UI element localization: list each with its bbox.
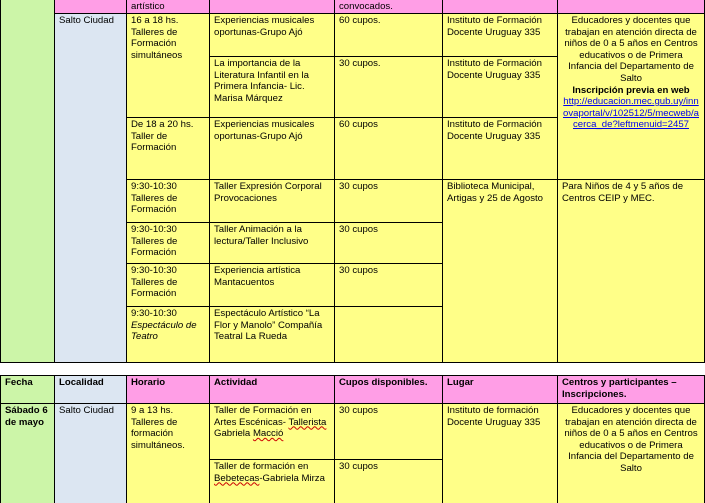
cupos-cell (335, 307, 443, 363)
centros-cell: Para Niños de 4 y 5 años de Centros CEIP y MEC. (558, 180, 705, 363)
actividad-cell: Experiencias musicales oportunas-Grupo Ajó (210, 14, 335, 57)
actividad-cell: Taller Expresión Corporal Provocaciones (210, 180, 335, 223)
lugar-header: Lugar (443, 376, 558, 404)
centros-cell (558, 14, 705, 180)
horario-header-continuation: artístico (127, 0, 210, 14)
cupos-header: Cupos disponibles. (335, 376, 443, 404)
horario-cell: 16 a 18 hs. Talleres de Formación simultáneos (127, 14, 210, 118)
horario-cell: 9:30-10:30 Talleres de Formación (127, 180, 210, 223)
cupos-cell: 30 cupos (335, 180, 443, 223)
horario-header: Horario (127, 376, 210, 404)
actividad-header-continuation (210, 0, 335, 14)
localidad-header-continuation (55, 0, 127, 14)
cupos-cell: 30 cupos. (335, 57, 443, 118)
lugar-cell: Instituto de Formación Docente Uruguay 335 (443, 57, 558, 118)
localidad-text: Salto Ciudad (59, 15, 114, 26)
lugar-cell: Instituto de Formación Docente Uruguay 335 (443, 118, 558, 180)
cupos-header-continuation: convocados. (335, 0, 443, 14)
horario-cell: 9:30-10:30 Talleres de Formación (127, 223, 210, 264)
actividad-cell: Taller de formación en Bebetecas-Gabriela Mirza (210, 460, 335, 503)
actividad-cell: Experiencia artística Mantacuentos (210, 264, 335, 307)
cupos-cell: 30 cupos (335, 264, 443, 307)
actividad-cell: La importancia de la Literatura Infantil en la Primera Infancia- Lic. Marisa Márquez (210, 57, 335, 118)
actividad-cell: Experiencias musicales oportunas-Grupo Ajó (210, 118, 335, 180)
localidad-cell: Salto Ciudad (55, 404, 127, 503)
actividad-cell: Taller de Formación en Artes Escénicas- Tallerista Gabriela Macció (210, 404, 335, 460)
lugar-header-continuation (443, 0, 558, 14)
cupos-cell: 60 cupos. (335, 14, 443, 57)
localidad-header: Localidad (55, 376, 127, 404)
cupos-cell: 30 cupos (335, 404, 443, 460)
cupos-cell: 30 cupos (335, 460, 443, 503)
actividad-cell: Espectáculo Artístico “La Flor y Manolo” Compañía Teatral La Rueda (210, 307, 335, 363)
centros-cell: Educadores y docentes que trabajan en atención directa de niños de 0 a 5 años en Centros educativos o de Primera Infancia del Departamento de Salto (558, 404, 705, 503)
inscripcion-label: Inscripción previa en web (572, 84, 690, 96)
inscripcion-link[interactable]: http://educacion.mec.gub.uy/innovaportal/v/102512/5/mecweb/acerca_de?leftmenuid=2457 (563, 96, 699, 131)
actividad-cell: Taller Animación a la lectura/Taller Inclusivo (210, 223, 335, 264)
horario-cell: 9 a 13 hs. Talleres de formación simultáneos. (127, 404, 210, 503)
horario-cell: 9:30-10:30 Espectáculo de Teatro (127, 307, 210, 363)
horario-cell: 9:30-10:30 Talleres de Formación (127, 264, 210, 307)
cupos-cell: 30 cupos (335, 223, 443, 264)
centros-header-continuation (558, 0, 705, 14)
horario-cell: De 18 a 20 hs. Taller de Formación (127, 118, 210, 180)
centros-text: Educadores y docentes que trabajan en atención directa de niños de 0 a 5 años en Centros educativos o de Primera Infancia del Departamento de Salto (564, 15, 698, 84)
localidad-cell (55, 14, 127, 363)
fecha-header: Fecha (0, 376, 55, 404)
lugar-cell: Biblioteca Municipal, Artigas y 25 de Agosto (443, 180, 558, 363)
centros-header: Centros y participantes – Inscripciones. (558, 376, 705, 404)
fecha-cell: Sábado 6 de mayo (0, 404, 55, 503)
cupos-cell: 60 cupos (335, 118, 443, 180)
lugar-cell: Instituto de Formación Docente Uruguay 335 (443, 14, 558, 57)
actividad-header: Actividad (210, 376, 335, 404)
fecha-cell (0, 0, 55, 363)
lugar-cell: Instituto de formación Docente Uruguay 335 (443, 404, 558, 503)
